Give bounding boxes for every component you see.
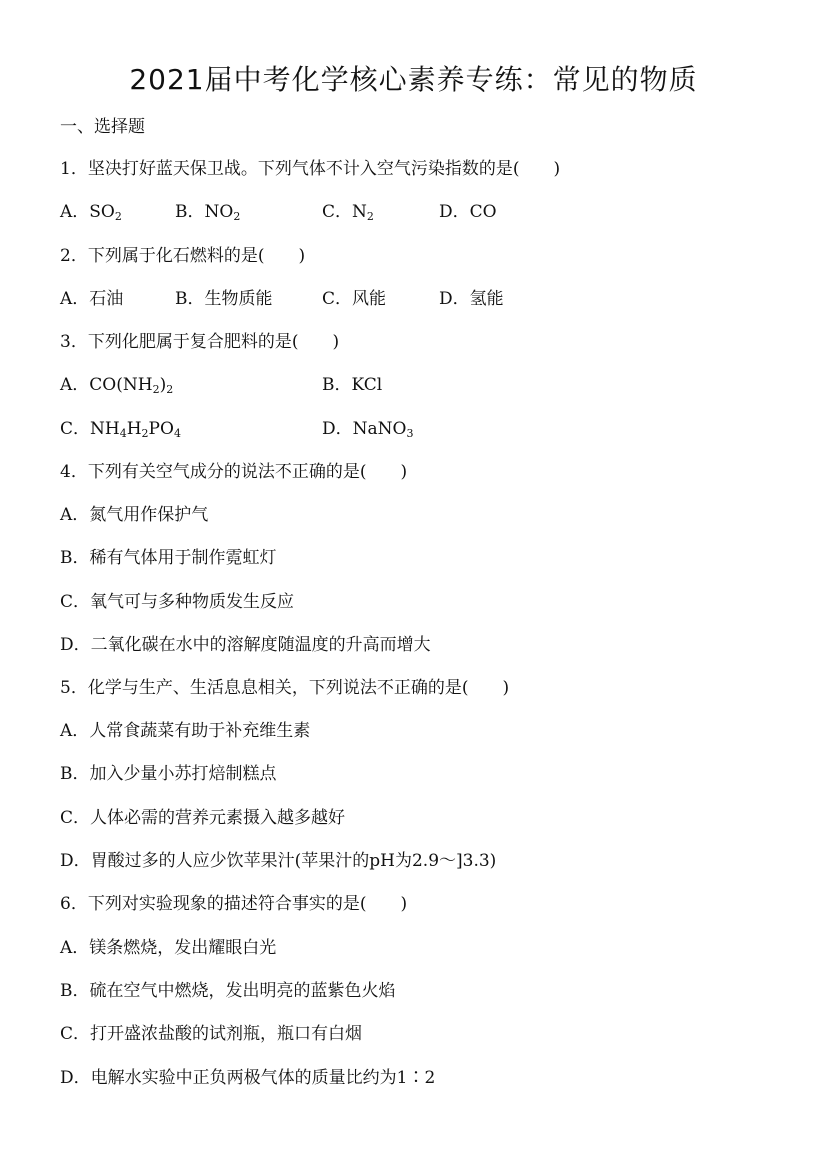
question-4-option-b: B．稀有气体用于制作霓虹灯: [60, 548, 277, 568]
question-6-stem: 6．下列对实验现象的描述符合事实的是( ): [60, 894, 408, 914]
question-1-option-a: A．$SO_2$: [60, 202, 122, 223]
document-title: 2021届中考化学核心素养专练：常见的物质: [129, 63, 698, 96]
question-5-stem: 5．化学与生产、生活息息相关，下列说法不正确的是( ): [60, 678, 510, 698]
question-4-option-d: D．二氧化碳在水中的溶解度随温度的升高而增大: [60, 635, 431, 655]
question-1-option-c: C．$N_2$: [322, 202, 374, 223]
question-4-stem: 4．下列有关空气成分的说法不正确的是( ): [60, 462, 408, 482]
question-6-option-b: B．硫在空气中燃烧，发出明亮的蓝紫色火焰: [60, 981, 396, 1001]
question-3-option-d: D．NaNO$_3$: [322, 419, 414, 440]
question-1-option-b: B．$NO_2$: [175, 202, 241, 223]
question-2-stem: 2．下列属于化石燃料的是( ): [60, 246, 306, 266]
question-2-option-a: A．石油: [60, 289, 124, 309]
question-5-option-a: A．人常食蔬菜有助于补充维生素: [60, 721, 311, 741]
question-1-option-d: D．CO: [439, 202, 497, 222]
question-6-option-a: A．镁条燃烧，发出耀眼白光: [60, 938, 277, 958]
question-4-option-a: A．氮气用作保护气: [60, 505, 209, 525]
question-1-stem: 1．坚决打好蓝天保卫战。下列气体不计入空气污染指数的是( ): [60, 159, 561, 179]
question-2-option-d: D．氢能: [439, 289, 504, 309]
question-2-option-c: C．风能: [322, 289, 387, 309]
question-2-option-b: B．生物质能: [175, 289, 273, 309]
question-6-option-c: C．打开盛浓盐酸的试剂瓶，瓶口有白烟: [60, 1024, 363, 1044]
question-6-option-d: D．电解水实验中正负两极气体的质量比约为1∶2: [60, 1068, 436, 1088]
question-3-option-a: A．$CO(NH_2)_2$: [60, 375, 174, 396]
question-5-option-b: B．加入少量小苏打焙制糕点: [60, 764, 277, 784]
question-4-option-c: C．氧气可与多种物质发生反应: [60, 592, 295, 612]
section-heading: 一、选择题: [60, 117, 145, 137]
question-5-option-d: D．胃酸过多的人应少饮苹果汁(苹果汁的pH为2.9～]3.3): [60, 851, 497, 871]
question-3-option-c: C．$NH_4H_2PO_4$: [60, 419, 181, 440]
question-3-stem: 3．下列化肥属于复合肥料的是( ): [60, 332, 340, 352]
question-3-option-b: B．KCl: [322, 375, 383, 395]
question-5-option-c: C．人体必需的营养元素摄入越多越好: [60, 808, 346, 828]
